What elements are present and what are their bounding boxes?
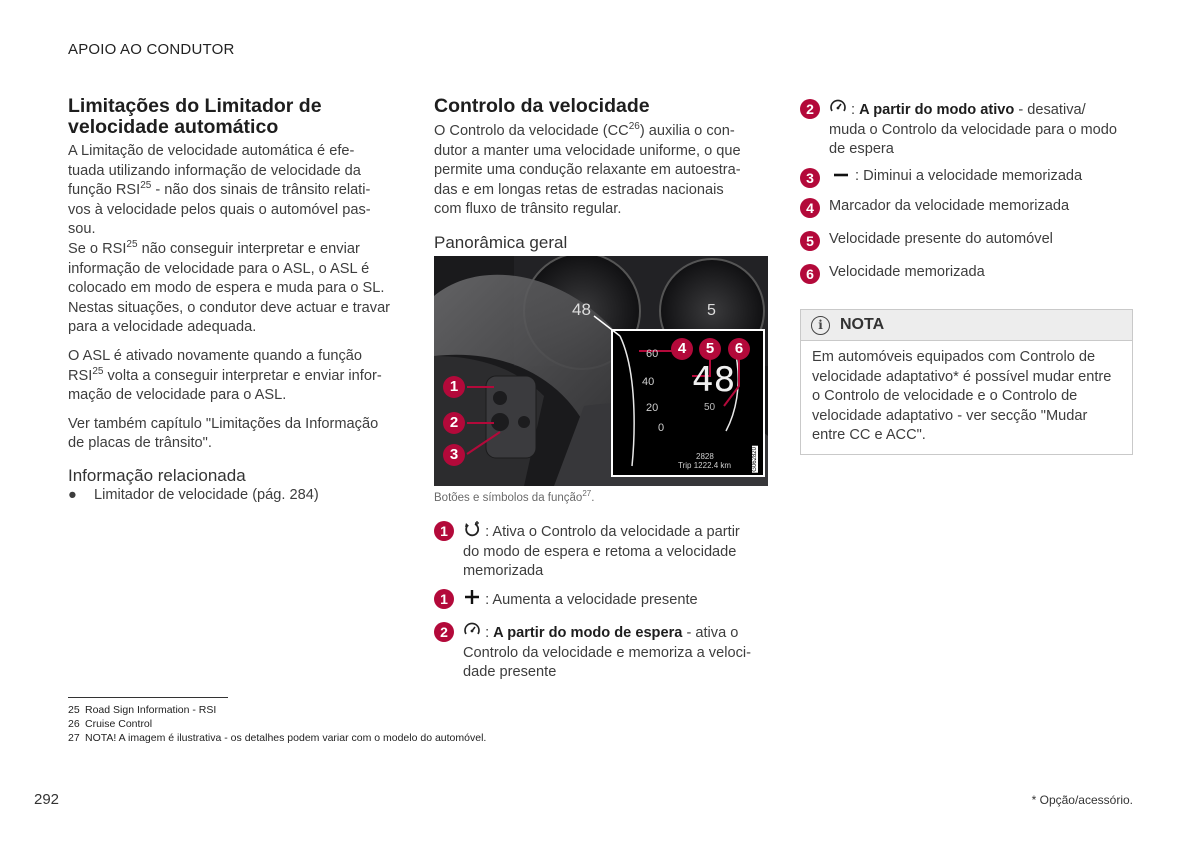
inset-current-speed: 48 [692, 360, 736, 400]
callout-5: 5 [699, 338, 721, 360]
paragraph-1: A Limitação de velocidade automática é efe- tuada utilizando informação de velocidade da função RSI$^{25}$ - não dos sinais de trânsito relati- vos à velocidade pelos quais o automóvel pas- sou. [68, 143, 371, 238]
related-info-title: Informação relacionada [68, 465, 246, 485]
item-resume: 1 : Ativa o Controlo da velocidade a partir do modo de espera e retoma a velocidade memorizada [434, 520, 793, 582]
section-header: APOIO AO CONDUTOR [68, 41, 235, 58]
note-header [801, 310, 1132, 341]
cruise-control-icon [463, 621, 481, 639]
overview-title: Panorâmica geral [434, 232, 568, 252]
footnote-25: 25 Road Sign Information - RSI [68, 704, 217, 716]
figure-caption: Botões e símbolos da função$^{27}$. [434, 489, 595, 504]
image-code: G062820 [752, 447, 758, 472]
item-number: 3 [800, 168, 820, 188]
item-decrease: 3 : Diminui a velocidade memorizada [800, 167, 1164, 187]
item-number: 4 [800, 198, 820, 218]
option-accessory-note: * Opção/acessório. [1031, 793, 1133, 807]
odometer: 2828 [696, 452, 714, 461]
item-stored-speed: 6 Velocidade memorizada [800, 263, 1164, 283]
note-box [800, 309, 1133, 455]
item-marker: 4 Marcador da velocidade memorizada [800, 197, 1164, 217]
page-number: 292 [34, 791, 60, 808]
callout-4: 4 [671, 338, 693, 360]
paragraph-3: O ASL é ativado novamente quando a função RSI$^{25}$ volta a conseguir interpretar e enviar infor- mação de velocidade para o ASL. [68, 347, 382, 404]
item-current-speed: 5 Velocidade presente do automóvel [800, 230, 1164, 250]
item-number: 1 [434, 521, 454, 541]
item-number: 2 [434, 622, 454, 642]
trip-readout: Trip 1222.4 km [678, 461, 732, 470]
steering-wheel-figure [434, 256, 768, 486]
cruise-control-icon [829, 98, 847, 116]
column-1 [68, 96, 408, 506]
item-number: 5 [800, 231, 820, 251]
item-activate-standby: 2 : A partir do modo de espera - ativa o Controlo da velocidade e memoriza a veloci- dade presente [434, 621, 793, 683]
scale-label-40: 40 [642, 376, 655, 388]
item-deactivate: 2 : A partir do modo ativo - desativa/ muda o Controlo da velocidade para o modo de espera [800, 98, 1164, 160]
left-gauge-speed: 48 [572, 300, 591, 319]
note-title: NOTA [840, 316, 885, 333]
limitations-title: Limitações do Limitador de velocidade automático [68, 95, 322, 138]
item-increase: 1 : Aumenta a velocidade presente [434, 588, 793, 611]
callout-3: 3 [443, 444, 465, 466]
item-number: 1 [434, 589, 454, 609]
footnote-26: 26 Cruise Control [68, 718, 153, 730]
cruise-control-title: Controlo da velocidade [434, 95, 650, 117]
inset-set-speed: 50 [704, 402, 716, 413]
callout-1: 1 [443, 376, 465, 398]
column-2 [434, 96, 774, 253]
footnote-27: 27 NOTA! A imagem é ilustrativa - os detalhes podem variar com o modelo do automóvel. [68, 732, 487, 744]
paragraph-4: Ver também capítulo "Limitações da Informação de placas de trânsito". [68, 415, 379, 452]
cc-intro-paragraph: O Controlo da velocidade (CC$^{26}$) auxilia o con- dutor a manter uma velocidade uniforme, o que permite uma condução relaxante em autoestra- das e em longas retas de estradas nacionais com fluxo de trânsito regular. [434, 121, 741, 218]
callout-6: 6 [728, 338, 750, 360]
note-body: Em automóveis equipados com Controlo de velocidade adaptativo* é possível mudar entre o Controlo de velocidade e o Controlo de velocidade adaptativo - ver secção "Mudar entre CC e ACC". [812, 349, 1112, 444]
info-icon: i [811, 316, 830, 335]
callout-2: 2 [443, 412, 465, 434]
item-number: 2 [800, 99, 820, 119]
paragraph-2: Se o RSI$^{25}$ não conseguir interpretar e enviar informação de velocidade para o ASL, o ASL é colocado em modo de espera e muda para o SL. Nestas situações, o condutor deve actuar e travar para a velocidade adequada. [68, 239, 391, 336]
plus-icon [463, 588, 481, 606]
related-link[interactable]: ● Limitador de velocidade (pág. 284) [68, 486, 408, 506]
scale-label-20: 20 [646, 402, 659, 414]
right-gauge-value: 5 [707, 302, 716, 319]
scale-label-60: 60 [646, 348, 659, 360]
minus-icon [829, 168, 851, 182]
footnote-divider [68, 697, 228, 698]
bullet-icon: ● [68, 486, 77, 503]
footnotes [68, 703, 486, 745]
item-number: 6 [800, 264, 820, 284]
scale-label-0: 0 [658, 422, 665, 434]
resume-icon [463, 520, 481, 538]
